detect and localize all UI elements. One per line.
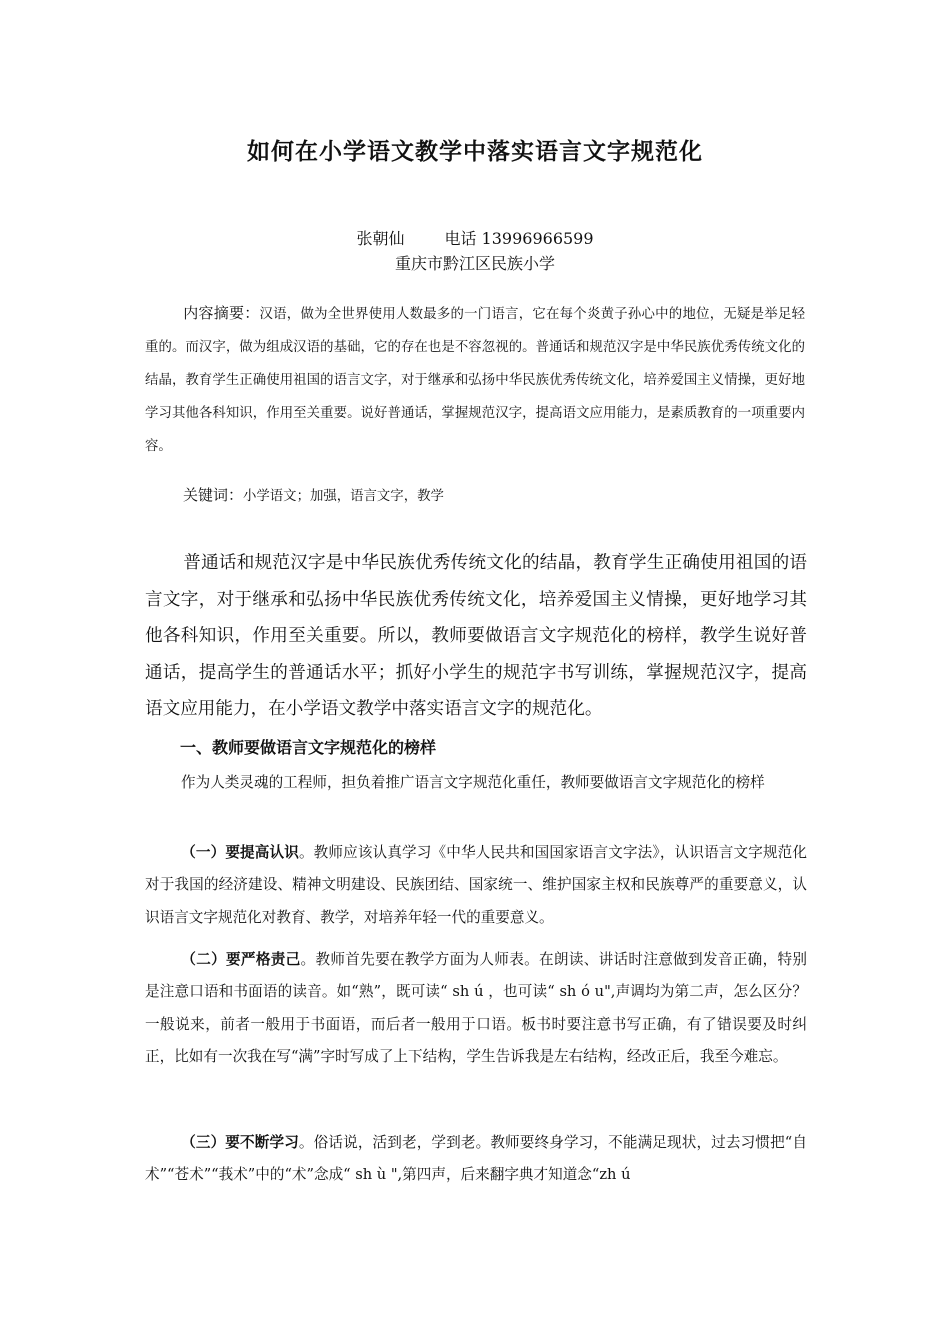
section1-item-3 — [145, 1127, 807, 1192]
item-1-label: （一）要提高认识 — [181, 844, 299, 861]
abstract-paragraph — [145, 297, 805, 463]
author-phone: 电话 13996966599 — [444, 229, 594, 248]
document-title: 如何在小学语文教学中落实语言文字规范化 — [247, 139, 703, 165]
item-3-label: （三）要不断学习 — [181, 1134, 299, 1151]
keywords-label: 关键词： — [183, 486, 244, 504]
author-school: 重庆市黔江区民族小学 — [394, 254, 555, 273]
item-3-text: 。俗话说，活到老，学到老。教师要终身学习，不能满足现状，过去习惯把“自术”“苍术”“莪术”中的“术”念成“ sh ù ",第四声，后来翻字典才知道念“zh ú — [145, 1134, 807, 1184]
intro-text: 普通话和规范汉字是中华民族优秀传统文化的结晶，教育学生正确使用祖国的语言文字，对于继承和弘扬中华民族优秀传统文化，培养爱国主义情操，更好地学习其他各科知识，作用至关重要。所以，教师要做语言文字规范化的榜样，教学生说好普通话，提高学生的普通话水平；抓好小学生的规范字书写训练，掌握规范汉字，提高语文应用能力，在小学语文教学中落实语言文字的规范化。 — [145, 553, 807, 720]
keywords-text: 小学语文；加强，语言文字，教学 — [243, 489, 444, 504]
section1-lead-text: 作为人类灵魂的工程师，担负着推广语言文字规范化重任，教师要做语言文字规范化的榜样 — [181, 774, 765, 791]
author-name: 张朝仙 — [356, 229, 405, 248]
section-heading-1: 一、教师要做语言文字规范化的榜样 — [180, 738, 437, 757]
section1-item-2 — [145, 944, 807, 1074]
author-line — [0, 226, 950, 249]
keywords-line — [183, 481, 444, 511]
abstract-text: 汉语，做为全世界使用人数最多的一门语言，它在每个炎黄子孙心中的地位，无疑是举足轻重的。而汉字，做为组成汉语的基础，它的存在也是不容忽视的。普通话和规范汉字是中华民族优秀传统文化的结晶，教育学生正确使用祖国的语言文字，对于继承和弘扬中华民族优秀传统文化，培养爱国主义情操，更好地学习其他各科知识，作用至关重要。说好普通话，掌握规范汉字，提高语文应用能力，是素质教育的一项重要内容。 — [145, 307, 805, 454]
section1-lead-paragraph — [145, 767, 807, 799]
intro-paragraph — [145, 545, 807, 728]
item-2-label: （二）要严格责己 — [181, 951, 301, 968]
item-1-text: 。教师应该认真学习《中华人民共和国国家语言文字法》，认识语言文字规范化对于我国的经济建设、精神文明建设、民族团结、国家统一、维护国家主权和民族尊严的重要意义，认识语言文字规范化对教育、教学，对培养年轻一代的重要意义。 — [145, 844, 807, 926]
item-2-text: 。教师首先要在教学方面为人师表。在朗读、讲话时注意做到发音正确，特别是注意口语和书面语的读音。如“熟”，既可读“ sh ú ，也可读“ sh ó u",声调均为第二声，怎么区分？一般说来，前者一般用于书面语，而后者一般用于口语。板书时要注意书写正确，有了错误要及时纠正，比如有一次我在写“满”字时写成了上下结构，学生告诉我是左右结构，经改正后，我至今难忘。 — [145, 951, 807, 1066]
abstract-label: 内容摘要： — [183, 304, 260, 322]
section1-item-1 — [145, 837, 807, 934]
